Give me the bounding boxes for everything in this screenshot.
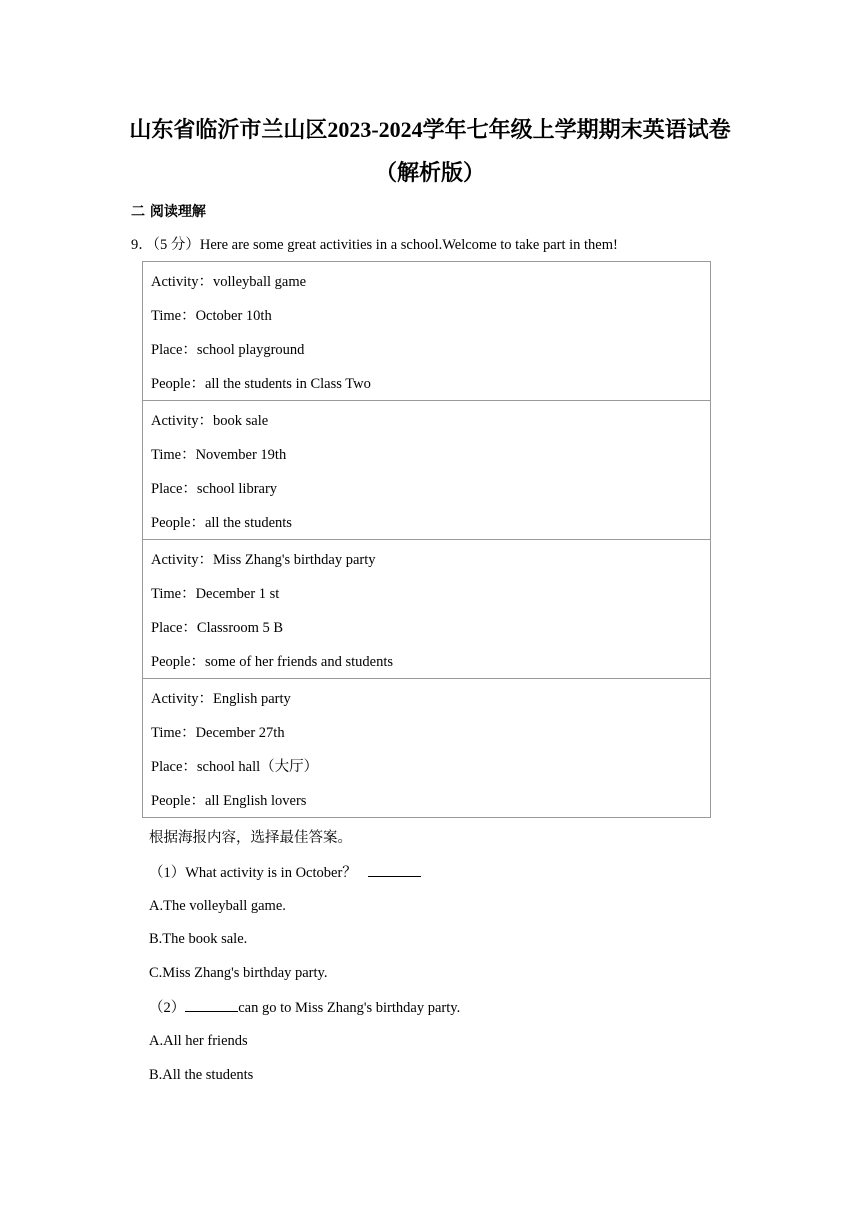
page-title-line-2: （解析版） xyxy=(374,160,485,185)
activity-cell xyxy=(143,679,711,818)
activity-cell xyxy=(143,262,711,401)
sub-question-2 xyxy=(149,997,460,1031)
table-row xyxy=(143,401,711,540)
activity-name: Activity：volleyball game xyxy=(151,274,307,290)
sub-question-1-text: （1）What activity is in October？ xyxy=(149,864,357,881)
question-text: Here are some great activities in a school.Welcome to take part in them! xyxy=(199,237,618,253)
activity-people: People：some of her friends and students xyxy=(151,654,394,670)
section-heading: 二 阅读理解 xyxy=(131,204,206,220)
activity-place: Place：school playground xyxy=(151,342,305,358)
sub-question-2-prefix: （2） xyxy=(149,999,186,1016)
activity-people: People：all the students in Class Two xyxy=(151,376,371,392)
instruction-text: 根据海报内容，选择最佳答案。 xyxy=(149,830,352,846)
table-row xyxy=(143,540,711,679)
activity-time: Time：November 19th xyxy=(151,447,287,463)
answer-blank[interactable] xyxy=(185,997,238,1012)
activity-time: Time：December 1 st xyxy=(151,586,280,602)
activity-people: People：all English lovers xyxy=(151,793,307,809)
activity-time: Time：October 10th xyxy=(151,308,272,324)
questions-block xyxy=(149,828,460,1098)
page-title-line-1: 山东省临沂市兰山区2023-2024学年七年级上学期期末英语试卷 xyxy=(129,117,731,142)
activity-place: Place：Classroom 5 B xyxy=(151,620,284,636)
sub-question-1 xyxy=(149,862,460,896)
table-row xyxy=(143,262,711,401)
activities-table xyxy=(142,261,711,818)
activity-name: Activity：English party xyxy=(151,691,291,707)
activity-name: Activity：book sale xyxy=(151,413,269,429)
activity-cell xyxy=(143,401,711,540)
option-item[interactable]: C.Miss Zhang's birthday party. xyxy=(149,965,328,982)
sub-question-2-text: can go to Miss Zhang's birthday party. xyxy=(238,999,461,1016)
activity-cell xyxy=(143,540,711,679)
option-item[interactable]: B.The book sale. xyxy=(149,931,248,948)
answer-blank[interactable] xyxy=(368,862,421,877)
option-item[interactable]: B.All the students xyxy=(149,1066,254,1083)
question-score: （5 分） xyxy=(152,237,200,253)
option-item[interactable]: A.The volleyball game. xyxy=(149,897,286,914)
question-stem xyxy=(131,235,618,255)
question-number: 9． xyxy=(131,237,153,253)
activity-place: Place：school library xyxy=(151,481,278,497)
option-item[interactable]: A.All her friends xyxy=(149,1032,248,1049)
activity-place: Place：school hall（大厅） xyxy=(151,759,319,775)
activity-people: People：all the students xyxy=(151,515,292,531)
table-row xyxy=(143,679,711,818)
activity-time: Time：December 27th xyxy=(151,725,285,741)
activity-name: Activity：Miss Zhang's birthday party xyxy=(151,552,376,568)
